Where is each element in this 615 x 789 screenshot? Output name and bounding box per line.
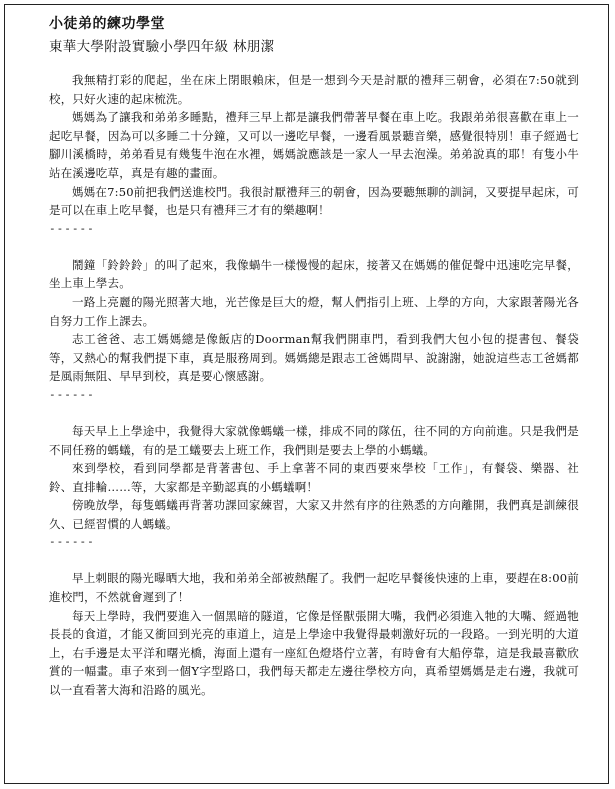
document-title: 小徒弟的練功學堂 xyxy=(49,16,165,32)
essay-section-1 xyxy=(49,71,579,238)
paragraph: 每天上學時，我們要進入一個黑暗的隧道，它像是怪獸張開大嘴，我們必須進入牠的大嘴、經過牠長長的食道，才能又衝回到光亮的車道上，這是上學途中我覺得最刺激好玩的一段路。一到光明的大道上，右手邊是太平洋和曙光橋，海面上還有一座紅色燈塔佇立著，有時會有大船停靠，這是我最喜歡欣賞的一幅畫。車子來到一個Y字型路口，我們每天都走左邊往學校方向，真希望媽媽是走右邊，我就可以一直看著大海和沿路的風光。 xyxy=(49,608,579,698)
essay-section-2 xyxy=(49,256,579,404)
document-frame xyxy=(4,4,609,784)
paragraph: 鬧鐘「鈴鈴鈴」的叫了起來，我像蝸牛一樣慢慢的起床，接著又在媽媽的催促聲中迅速吃完早餐，坐上車上學去。 xyxy=(49,257,579,291)
paragraph: 每天早上上學途中，我覺得大家就像螞蟻一樣，排成不同的隊伍，往不同的方向前進。只是我們是不同任務的螞蟻，有的是工蟻要去上班工作，我們則是要去上學的小螞蟻。 xyxy=(49,423,579,457)
paragraph: 來到學校，看到同學都是背著書包、手上拿著不同的東西要來學校「工作」，有餐袋、樂器、社鈴、直排輪……等，大家都是辛勤認真的小螞蟻啊！ xyxy=(49,461,579,494)
paragraph: 志工爸爸、志工媽媽總是像飯店的Doorman幫我們開車門，看到我們大包小包的提書包、餐袋等，又熱心的幫我們提下車，真是服務周到。媽媽總是跟志工爸媽問早、說謝謝，她說這些志工爸媽都是風雨無阻、早早到校，真是要心懷感謝。 xyxy=(49,332,579,384)
section-separator: ------ xyxy=(49,387,95,401)
paragraph: 早上刺眼的陽光曝晒大地，我和弟弟全部被熱醒了。我們一起吃早餐後快速的上車，要趕在8:00前進校門，不然就會遲到了！ xyxy=(49,571,579,605)
author-line: 東華大學附設實驗小學四年級 林朋潔 xyxy=(49,39,275,55)
paragraph: 我無精打彩的爬起，坐在床上閉眼賴床，但是一想到今天是討厭的禮拜三朝會，必須在7:50就到校，只好火速的起床梳洗。 xyxy=(49,73,579,106)
paragraph: 傍晚放學，每隻螞蟻再背著功課回家練習，大家又井然有序的往熟悉的方向離開，我們真是訓練很久、已經習慣的人螞蟻。 xyxy=(49,498,579,531)
paragraph: 一路上亮麗的陽光照著大地，光芒像是巨大的燈，幫人們指引上班、上學的方向，大家跟著陽光各自努力工作上課去。 xyxy=(49,294,579,328)
paragraph: 媽媽為了讓我和弟弟多睡點，禮拜三早上都是讓我們帶著早餐在車上吃。我跟弟弟很喜歡在車上一起吃早餐，因為可以多睡二十分鐘，又可以一邊吃早餐，一邊看風景聽音樂，感覺很特別！車子經過七腳川溪橋時，弟弟看見有幾隻牛泡在水裡，媽媽說應該是一家人一早去泡澡。弟弟說真的耶！有隻小牛站在溪邊吃草，真是有趣的畫面。 xyxy=(49,110,579,180)
essay-section-4 xyxy=(49,569,579,699)
section-separator: ------ xyxy=(49,535,95,549)
essay-body xyxy=(49,71,579,718)
essay-section-3 xyxy=(49,422,579,552)
section-separator: ------ xyxy=(49,221,95,235)
paragraph: 媽媽在7:50前把我們送進校門。我很討厭禮拜三的朝會，因為要聽無聊的訓詞，又要提早起床，可是可以在車上吃早餐，也是只有禮拜三才有的樂趣啊！ xyxy=(49,184,579,218)
